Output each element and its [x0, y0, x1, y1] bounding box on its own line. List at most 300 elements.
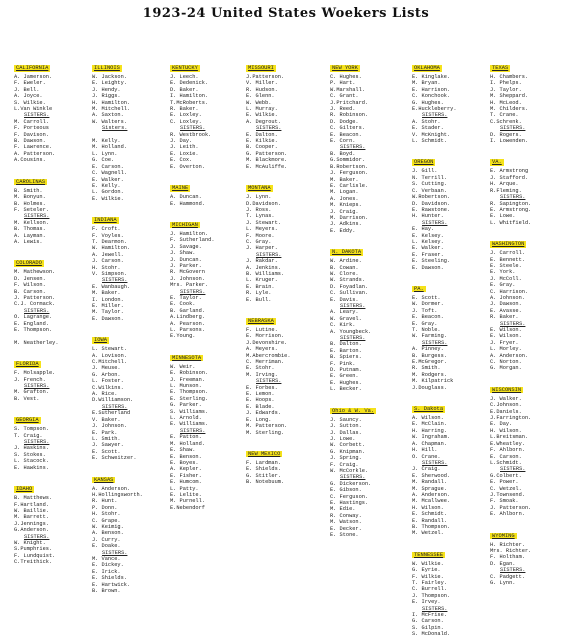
- worker-name: L. Whitfield.: [490, 219, 532, 226]
- worker-name: W. Walters.: [92, 118, 127, 125]
- state-section: [14, 352, 82, 402]
- state-header: KENTUCKY: [172, 65, 198, 71]
- worker-name: E. Wilson.: [490, 327, 522, 333]
- worker-name: E. Thompson.: [14, 327, 53, 333]
- worker-name: R. Smith.: [412, 365, 441, 372]
- worker-name: R. McGovern: [170, 269, 205, 276]
- subheading: SISTERS.: [180, 288, 206, 295]
- worker-name: A. Anderson.: [490, 352, 529, 359]
- worker-name: L. Smith.: [92, 435, 121, 442]
- worker-name: E. Kilkie.: [246, 138, 278, 145]
- worker-name: E. Decker.: [330, 525, 362, 532]
- worker-name: A. Jewell.: [92, 251, 124, 258]
- state-header: WYOMING: [492, 532, 515, 539]
- worker-name: S. McDonald.: [412, 631, 451, 638]
- state-section: [330, 56, 398, 234]
- state-section: [490, 524, 558, 587]
- worker-name: F. Eweler.: [14, 80, 46, 87]
- worker-name: E. Blade.: [246, 403, 275, 410]
- worker-name: D. Jensen.: [14, 275, 46, 282]
- subheading: SISTERS.: [24, 112, 50, 119]
- worker-name: W. Jackson.: [92, 74, 127, 80]
- worker-name: W. McCorkle.: [330, 467, 369, 474]
- worker-name: C. Gilters.: [330, 125, 365, 132]
- worker-name: T. Noble.: [412, 327, 441, 333]
- worker-name: E. Avasse.: [490, 307, 522, 314]
- worker-name: A. Saxton.: [92, 112, 124, 119]
- worker-name: S. Cutting.: [412, 181, 447, 188]
- worker-name: G. Parker.: [170, 402, 202, 409]
- worker-name: G.Anderson.: [14, 527, 49, 534]
- worker-name: M. Childers.: [490, 106, 529, 113]
- worker-name: C. Grant.: [330, 93, 359, 100]
- worker-name: W. Dormer.: [412, 301, 444, 308]
- worker-name: W. Farming.: [412, 333, 447, 340]
- worker-name: J. Freeman.: [170, 376, 205, 383]
- state-header: N. DAKOTA: [332, 249, 362, 256]
- worker-name: E. Kelly.: [92, 182, 121, 189]
- worker-name: M.Abercrombie.: [246, 352, 291, 359]
- worker-name: M. Kellson.: [14, 219, 49, 226]
- column-3: [170, 56, 238, 517]
- worker-name: J.Townsend.: [490, 491, 525, 498]
- worker-name: M. Barrett.: [14, 514, 49, 521]
- worker-name: M. Kilpatrick: [412, 378, 454, 385]
- worker-name: J. Stafford.: [490, 174, 529, 181]
- worker-name: H. Wilson.: [412, 504, 444, 511]
- worker-name: V. McKnight.: [412, 131, 451, 138]
- worker-name: E. Carson.: [92, 163, 124, 170]
- worker-name: J. Taylor.: [490, 86, 522, 93]
- worker-name: R. Hunt.: [92, 498, 118, 505]
- worker-name: J. Reed.: [330, 106, 356, 113]
- worker-name: I. Hamilton.: [170, 93, 209, 100]
- worker-name: J. Carson.: [92, 258, 124, 265]
- worker-name: E. Kelsey.: [412, 232, 444, 239]
- column-7: [490, 56, 558, 592]
- worker-name: C. Loxley.: [170, 118, 202, 125]
- worker-name: J. Haskins.: [14, 445, 49, 452]
- worker-name: J. Ross.: [246, 206, 272, 213]
- state-section: [14, 477, 82, 565]
- worker-name: R. Robinson.: [330, 112, 369, 119]
- subheading: SISTERS.: [340, 303, 366, 309]
- subheading: SISTERS.: [24, 439, 50, 446]
- worker-name: M. Patterson.: [246, 423, 288, 430]
- worker-name: L. Munson.: [170, 383, 202, 390]
- worker-name: J. Shaw.: [170, 250, 196, 257]
- state-section: [92, 56, 160, 202]
- worker-name: J. Parker.: [170, 262, 202, 269]
- worker-name: F. Sutherland.: [170, 237, 215, 244]
- worker-name: R. Hudson.: [246, 86, 278, 93]
- worker-name: J. Lowe.: [330, 435, 356, 442]
- subheading: SISTERS.: [180, 125, 206, 132]
- state-header: TEXAS: [492, 65, 509, 71]
- worker-name: E.Young.: [170, 333, 196, 340]
- worker-name: J. Leech.: [170, 74, 199, 80]
- worker-name: J. Ferguson.: [330, 170, 369, 177]
- worker-name: L. Morley.: [490, 346, 522, 353]
- worker-name: C.Treithick.: [14, 559, 53, 566]
- worker-name: J.Farrington.: [490, 415, 532, 422]
- worker-name: E. McAuliffe.: [246, 163, 288, 170]
- worker-name: I. Phelps.: [490, 80, 522, 87]
- worker-name: D. Rogers.: [490, 131, 522, 138]
- worker-name: E. Loxley.: [170, 112, 202, 119]
- worker-name: J. Adkins.: [330, 221, 362, 228]
- state-section: [412, 150, 480, 271]
- subheading: SISTERS.: [340, 335, 366, 342]
- subheading: SISTERS.: [24, 533, 50, 540]
- state-section: [14, 170, 82, 246]
- state-section: [170, 346, 238, 511]
- worker-name: J. Carroll.: [490, 250, 525, 257]
- state-section: [490, 56, 558, 144]
- worker-name: E. Hoops.: [246, 397, 275, 404]
- worker-name: J. Hendy.: [92, 86, 121, 93]
- worker-name: F. Davison.: [14, 131, 49, 138]
- state-header: OREGON: [414, 159, 434, 166]
- worker-name: F. Wilkie.: [412, 573, 444, 580]
- worker-name: A. Degrout.: [246, 118, 281, 125]
- worker-name: J. Patterson.: [14, 294, 56, 301]
- worker-name: E. Fisher.: [170, 472, 202, 479]
- worker-name: H.Hollingsworth.: [92, 491, 143, 498]
- worker-name: W. Corbett.: [330, 442, 365, 449]
- worker-name: E. Leighty.: [92, 80, 127, 87]
- subheading: SISTERS.: [422, 459, 448, 466]
- worker-name: A. Pinney.: [412, 346, 444, 353]
- worker-name: E. Shields.: [246, 466, 281, 473]
- worker-name: M. Sprague.: [412, 485, 447, 492]
- subheading: SISTERS.: [500, 320, 526, 327]
- worker-name: M. Randall.: [412, 479, 447, 486]
- worker-name: J. Patterson.: [490, 504, 532, 511]
- worker-name: B. Burgess.: [412, 352, 447, 359]
- worker-name: J. Duncan.: [170, 256, 202, 263]
- state-section: [14, 56, 82, 164]
- worker-name: L. Foster.: [92, 378, 124, 385]
- worker-name: M. Edie.: [330, 506, 356, 513]
- worker-name: H. Hunter.: [412, 213, 444, 220]
- state-header: IOWA: [94, 337, 107, 344]
- worker-name: E. Hughes.: [330, 379, 362, 386]
- worker-name: C.Schrenk.: [490, 118, 522, 125]
- worker-name: A. Johnson.: [490, 294, 525, 301]
- worker-name: E.Huckleberry.: [412, 106, 457, 113]
- worker-name: W. Clore.: [330, 270, 359, 277]
- subheading: SISTERS.: [256, 378, 282, 385]
- worker-name: W. Wilkie.: [412, 560, 444, 567]
- worker-name: C. Sullivan.: [330, 290, 369, 297]
- worker-name: H. Wilson.: [490, 427, 522, 434]
- worker-name: W. Gravel.: [330, 315, 362, 322]
- worker-name: E. Benson.: [170, 453, 202, 460]
- worker-name: R. Conway.: [330, 512, 362, 519]
- worker-name: E. Hammond.: [170, 200, 205, 207]
- worker-name: S. Stokes.: [14, 451, 46, 458]
- worker-name: M. Holland.: [92, 144, 127, 151]
- worker-name: L.Van Winkle: [14, 106, 53, 113]
- worker-name: E. Bull.: [246, 296, 272, 303]
- worker-name: E. Stader.: [412, 125, 444, 132]
- worker-name: J. Hamilton.: [170, 230, 209, 237]
- worker-name: F. Lutine.: [246, 327, 278, 333]
- worker-name: W. Weir.: [170, 363, 196, 370]
- worker-name: E. Schweitzer.: [92, 455, 137, 462]
- worker-name: J. Rakdar.: [246, 258, 278, 265]
- state-section: [490, 150, 558, 226]
- worker-name: G. Eyrie.: [412, 567, 441, 574]
- worker-name: D. Putnam.: [330, 367, 362, 374]
- worker-name: F. Wilson.: [14, 282, 46, 289]
- worker-name: E. Schmidt.: [412, 511, 447, 518]
- worker-name: P. Hart.: [330, 80, 356, 87]
- worker-name: E. Dedenick.: [170, 80, 209, 87]
- worker-name: S. Wilkie.: [14, 99, 46, 106]
- subheading: SISTERS.: [422, 605, 448, 612]
- worker-name: E. Wanbaugh.: [92, 283, 131, 290]
- worker-name: E. Dickey.: [92, 562, 124, 569]
- worker-name: E. Barton.: [330, 347, 362, 354]
- worker-name: J. Gill.: [412, 168, 438, 175]
- worker-name: M. Mcallwee.: [412, 498, 451, 505]
- worker-name: A. Lewis.: [14, 238, 43, 245]
- worker-name: J. Meuse.: [92, 365, 121, 372]
- worker-name: I. London.: [92, 296, 124, 303]
- worker-name: E. Corn.: [330, 138, 356, 145]
- worker-name: G.Sommidor.: [330, 157, 365, 164]
- worker-name: C. Norton.: [490, 359, 522, 366]
- worker-name: G. Morgan.: [490, 365, 522, 372]
- worker-name: E. Glenn.: [246, 93, 275, 100]
- worker-name: C. Hughes.: [330, 74, 362, 80]
- worker-name: B. Holmes.: [14, 200, 46, 207]
- worker-name: G. Dickerson.: [330, 480, 372, 487]
- worker-name: H. Arque.: [490, 181, 519, 188]
- worker-name: E. McClain.: [412, 421, 447, 428]
- worker-name: E. Sterling.: [170, 395, 209, 402]
- worker-name: A. Benson.: [92, 530, 124, 537]
- subheading: SISTERS.: [256, 125, 282, 132]
- state-section: [412, 277, 480, 391]
- worker-name: E. Boyes.: [170, 459, 199, 466]
- state-header: FLORIDA: [16, 361, 39, 368]
- state-section: [246, 176, 314, 303]
- worker-name: A. Kepler.: [170, 466, 202, 473]
- state-section: [246, 442, 314, 486]
- worker-name: E.Wheatley.: [490, 440, 525, 447]
- state-header: CAROLINAS: [16, 178, 46, 185]
- worker-name: E. Walker.: [92, 176, 124, 183]
- worker-name: O. Lagrange.: [14, 314, 53, 321]
- subheading: SISTERS.: [500, 125, 526, 132]
- subheading: SISTERS.: [422, 112, 448, 119]
- state-section: [490, 232, 558, 372]
- column-4: [246, 56, 314, 492]
- state-header: OKLAHOMA: [414, 65, 440, 71]
- worker-name: E. Steeling.: [412, 258, 451, 265]
- worker-name: E. Cook.: [170, 301, 196, 308]
- worker-name: B. Dalton.: [330, 341, 362, 348]
- worker-name: C. Verbaan.: [412, 187, 447, 194]
- worker-name: O. Crane.: [412, 453, 441, 460]
- worker-name: E. Cox.: [170, 157, 193, 164]
- worker-name: E. Lowe.: [490, 213, 516, 220]
- worker-name: C. Kirk.: [330, 322, 356, 329]
- worker-name: D.Davidson.: [246, 200, 281, 207]
- worker-name: C.Johnson.: [490, 402, 522, 409]
- worker-name: E. Steele.: [490, 262, 522, 269]
- worker-name: B. Spiers.: [330, 354, 362, 361]
- state-header: ILLINOIS: [94, 65, 120, 71]
- subheading: SISTERS.: [24, 213, 50, 220]
- worker-name: W. Ingraham.: [412, 434, 451, 441]
- worker-name: B. Carson.: [14, 288, 46, 295]
- worker-name: G. Lynn.: [490, 580, 516, 586]
- worker-name: W. Strands.: [330, 277, 365, 284]
- worker-name: M. Carroll.: [14, 118, 49, 125]
- worker-name: E. Miller.: [92, 303, 124, 309]
- worker-name: A. Layman.: [14, 232, 46, 239]
- worker-name: E. Overton.: [170, 163, 205, 170]
- worker-name: M. Purnell.: [170, 498, 205, 505]
- state-section: [412, 543, 480, 638]
- worker-name: C.J. Cormack.: [14, 301, 56, 308]
- worker-name: E. Beacon.: [330, 131, 362, 138]
- worker-name: M. Kelly.: [92, 138, 121, 145]
- worker-name: J. Leith.: [170, 144, 199, 151]
- subheading: SISTERS.: [340, 144, 366, 151]
- worker-name: A. Patterson.: [14, 150, 56, 157]
- worker-name: E.Sutherland: [92, 410, 131, 417]
- state-header: WISCONSIN: [492, 386, 522, 393]
- worker-name: J. McColl.: [490, 275, 522, 282]
- worker-name: T. Fairley.: [412, 580, 447, 586]
- worker-name: T.McRoberts.: [170, 99, 209, 106]
- worker-name: L. Murray.: [246, 106, 278, 113]
- worker-name: M. Bonyun.: [14, 194, 46, 201]
- state-header: NEW MEXICO: [248, 450, 281, 457]
- worker-name: B. Cooper.: [246, 144, 278, 151]
- worker-name: W. Keimig.: [92, 523, 124, 530]
- worker-name: F. Craig.: [330, 461, 359, 468]
- worker-name: E. Hartwick.: [92, 581, 131, 588]
- worker-name: M. Grafton.: [14, 389, 49, 396]
- worker-name: C. Merriman.: [246, 359, 285, 366]
- worker-name: M. Knieps.: [330, 202, 362, 209]
- worker-name: T. Lynas.: [246, 213, 275, 220]
- state-header: MISSOURI: [248, 65, 274, 71]
- worker-name: J. Sawyer.: [92, 442, 124, 449]
- worker-name: J. Craig.: [330, 208, 359, 215]
- worker-name: A. Rice.: [92, 391, 118, 398]
- worker-name: E. Carlisle.: [330, 182, 369, 189]
- worker-name: E. Green.: [330, 373, 359, 380]
- worker-name: C. Burrell.: [412, 586, 447, 593]
- state-header: IDAHO: [16, 486, 33, 493]
- worker-name: W. Baillie.: [14, 507, 49, 514]
- worker-name: I. McFrise.: [412, 612, 447, 619]
- worker-name: C.Mitchell.: [92, 359, 127, 366]
- worker-name: E. Lelite.: [170, 491, 202, 498]
- worker-name: T. Craig.: [14, 432, 43, 439]
- worker-name: E. Scott.: [92, 448, 121, 455]
- worker-name: A. Lovison.: [92, 352, 127, 359]
- worker-name: E. Morrison.: [246, 333, 285, 340]
- state-header: VA.: [492, 159, 502, 166]
- worker-name: E. Kinglake.: [412, 74, 451, 80]
- state-section: [92, 208, 160, 322]
- worker-name: G. Knipman.: [330, 448, 365, 455]
- worker-name: E. Eddy.: [330, 227, 356, 234]
- worker-name: E. Shaw.: [170, 447, 196, 454]
- worker-name: E. Doake.: [92, 543, 121, 550]
- worker-name: J. Bell.: [14, 86, 40, 93]
- worker-name: E. Dawson.: [412, 264, 444, 271]
- worker-name: R. Baker.: [490, 314, 519, 321]
- worker-name: A. Stohr.: [412, 118, 441, 125]
- subheading: SISTERS.: [422, 339, 448, 346]
- state-section: [170, 176, 238, 207]
- worker-name: J.Patterson.: [246, 74, 285, 80]
- worker-name: C. Grape.: [92, 517, 121, 524]
- worker-name: F. Holtham.: [490, 554, 525, 561]
- worker-name: E. Park.: [92, 429, 118, 436]
- worker-name: F. Lawrence.: [14, 144, 53, 151]
- subheading: SISTERS.: [180, 427, 206, 434]
- state-section: [490, 378, 558, 518]
- worker-name: J. Toft.: [412, 307, 438, 314]
- worker-name: F. Pink.: [330, 360, 356, 367]
- worker-name: B. Thompson.: [412, 523, 451, 530]
- state-header: MICHIGAN: [172, 221, 198, 228]
- state-section: [246, 56, 314, 170]
- state-header: TENNESSEE: [414, 551, 444, 558]
- worker-name: F. Lardman.: [246, 459, 281, 466]
- worker-name: J. Savage.: [170, 243, 202, 250]
- worker-name: E. Harrison.: [412, 86, 451, 93]
- state-header: MINNESOTA: [172, 354, 202, 361]
- worker-name: L. Stewart.: [92, 346, 127, 353]
- worker-name: E. Power.: [490, 479, 519, 486]
- subheading: SISTERS.: [340, 474, 366, 481]
- worker-name: M. Wetzel.: [412, 530, 444, 537]
- worker-name: J. French.: [14, 376, 46, 383]
- worker-name: J.Jennings.: [14, 520, 49, 527]
- worker-name: M. Mitchell.: [92, 106, 131, 113]
- worker-name: M. Sheppard.: [490, 93, 529, 100]
- worker-name: E. Day.: [490, 421, 513, 428]
- worker-name: E. Lemon.: [246, 391, 275, 398]
- worker-name: W.Marshall.: [330, 86, 365, 93]
- worker-name: H. Hill.: [412, 447, 438, 454]
- worker-name: L. Patty.: [170, 485, 199, 492]
- state-header: CALIFORNIA: [16, 65, 49, 71]
- worker-name: E. Irick.: [92, 568, 121, 575]
- worker-name: H. Richter.: [490, 541, 525, 548]
- worker-name: C. Wetzel.: [490, 485, 522, 492]
- state-header: WASHINGTON: [492, 241, 525, 248]
- worker-name: J. Johnson.: [170, 275, 205, 282]
- worker-name: L. Stacock.: [14, 458, 49, 465]
- worker-name: A. Wilson.: [412, 415, 444, 422]
- state-header: NEW YORK: [332, 65, 358, 71]
- worker-name: E. Beacon.: [412, 314, 444, 321]
- worker-name: B. Thomas.: [14, 226, 46, 233]
- worker-name: B. Matthews.: [14, 495, 53, 502]
